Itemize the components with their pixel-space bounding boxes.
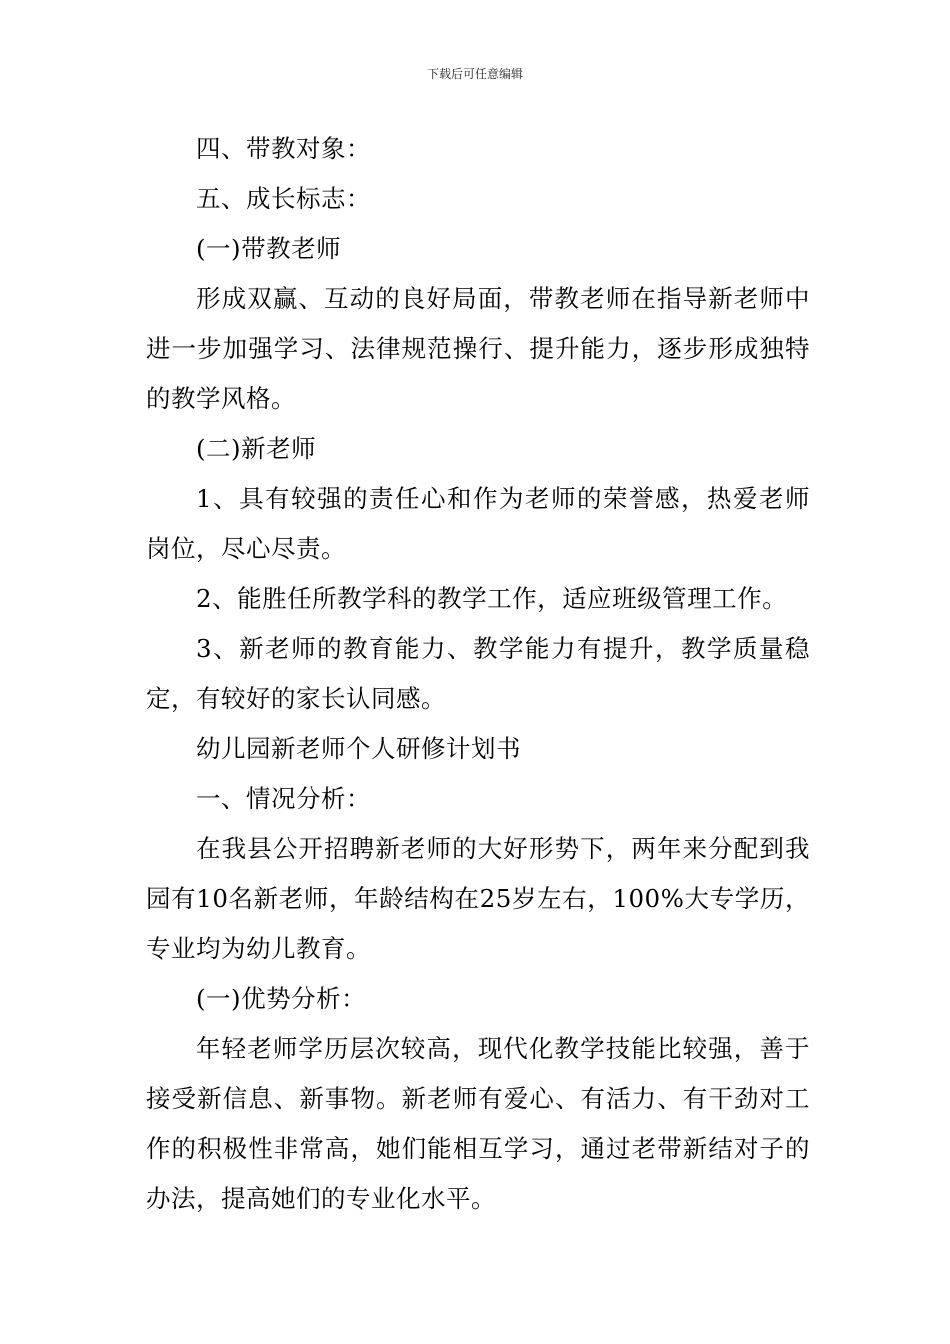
subheading-mentor-teachers: (一)带教老师 xyxy=(196,234,342,263)
heading-teaching-targets: 四、带教对象： xyxy=(196,134,371,163)
subheading-advantage-analysis: (一)优势分析： xyxy=(196,984,367,1013)
page-header: 下载后可任意编辑 xyxy=(426,67,523,81)
paragraph-new-teacher-goal-2: 2、能胜任所教学科的教学工作，适应班级管理工作。 xyxy=(196,584,788,613)
paragraph-new-teacher-goal-1: 1、具有较强的责任心和作为老师的荣誉感，热爱老师岗位，尽心尽责。 xyxy=(146,484,810,563)
heading-situation-analysis: 一、情况分析： xyxy=(196,784,371,813)
document-body xyxy=(146,124,810,1224)
paragraph-new-teacher-goal-3: 3、新老师的教育能力、教学能力有提升，教学质量稳定，有较好的家长认同感。 xyxy=(146,634,810,713)
subheading-new-teachers: (二)新老师 xyxy=(196,434,317,463)
paragraph-advantages: 年轻老师学历层次较高，现代化教学技能比较强，善于接受新信息、新事物。新老师有爱心、有活力、有干劲对工作的积极性非常高，她们能相互学习，通过老带新结对子的办法，提高她们的专业化水平。 xyxy=(146,1034,810,1213)
paragraph-situation: 在我县公开招聘新老师的大好形势下，两年来分配到我园有10名新老师，年龄结构在25岁左右，100%大专学历，专业均为幼儿教育。 xyxy=(146,834,810,963)
paragraph-mentor-goals: 形成双赢、互动的良好局面，带教老师在指导新老师中进一步加强学习、法律规范操行、提升能力，逐步形成独特的教学风格。 xyxy=(146,284,810,413)
heading-growth-markers: 五、成长标志： xyxy=(196,184,371,213)
section-title-study-plan: 幼儿园新老师个人研修计划书 xyxy=(196,734,521,763)
